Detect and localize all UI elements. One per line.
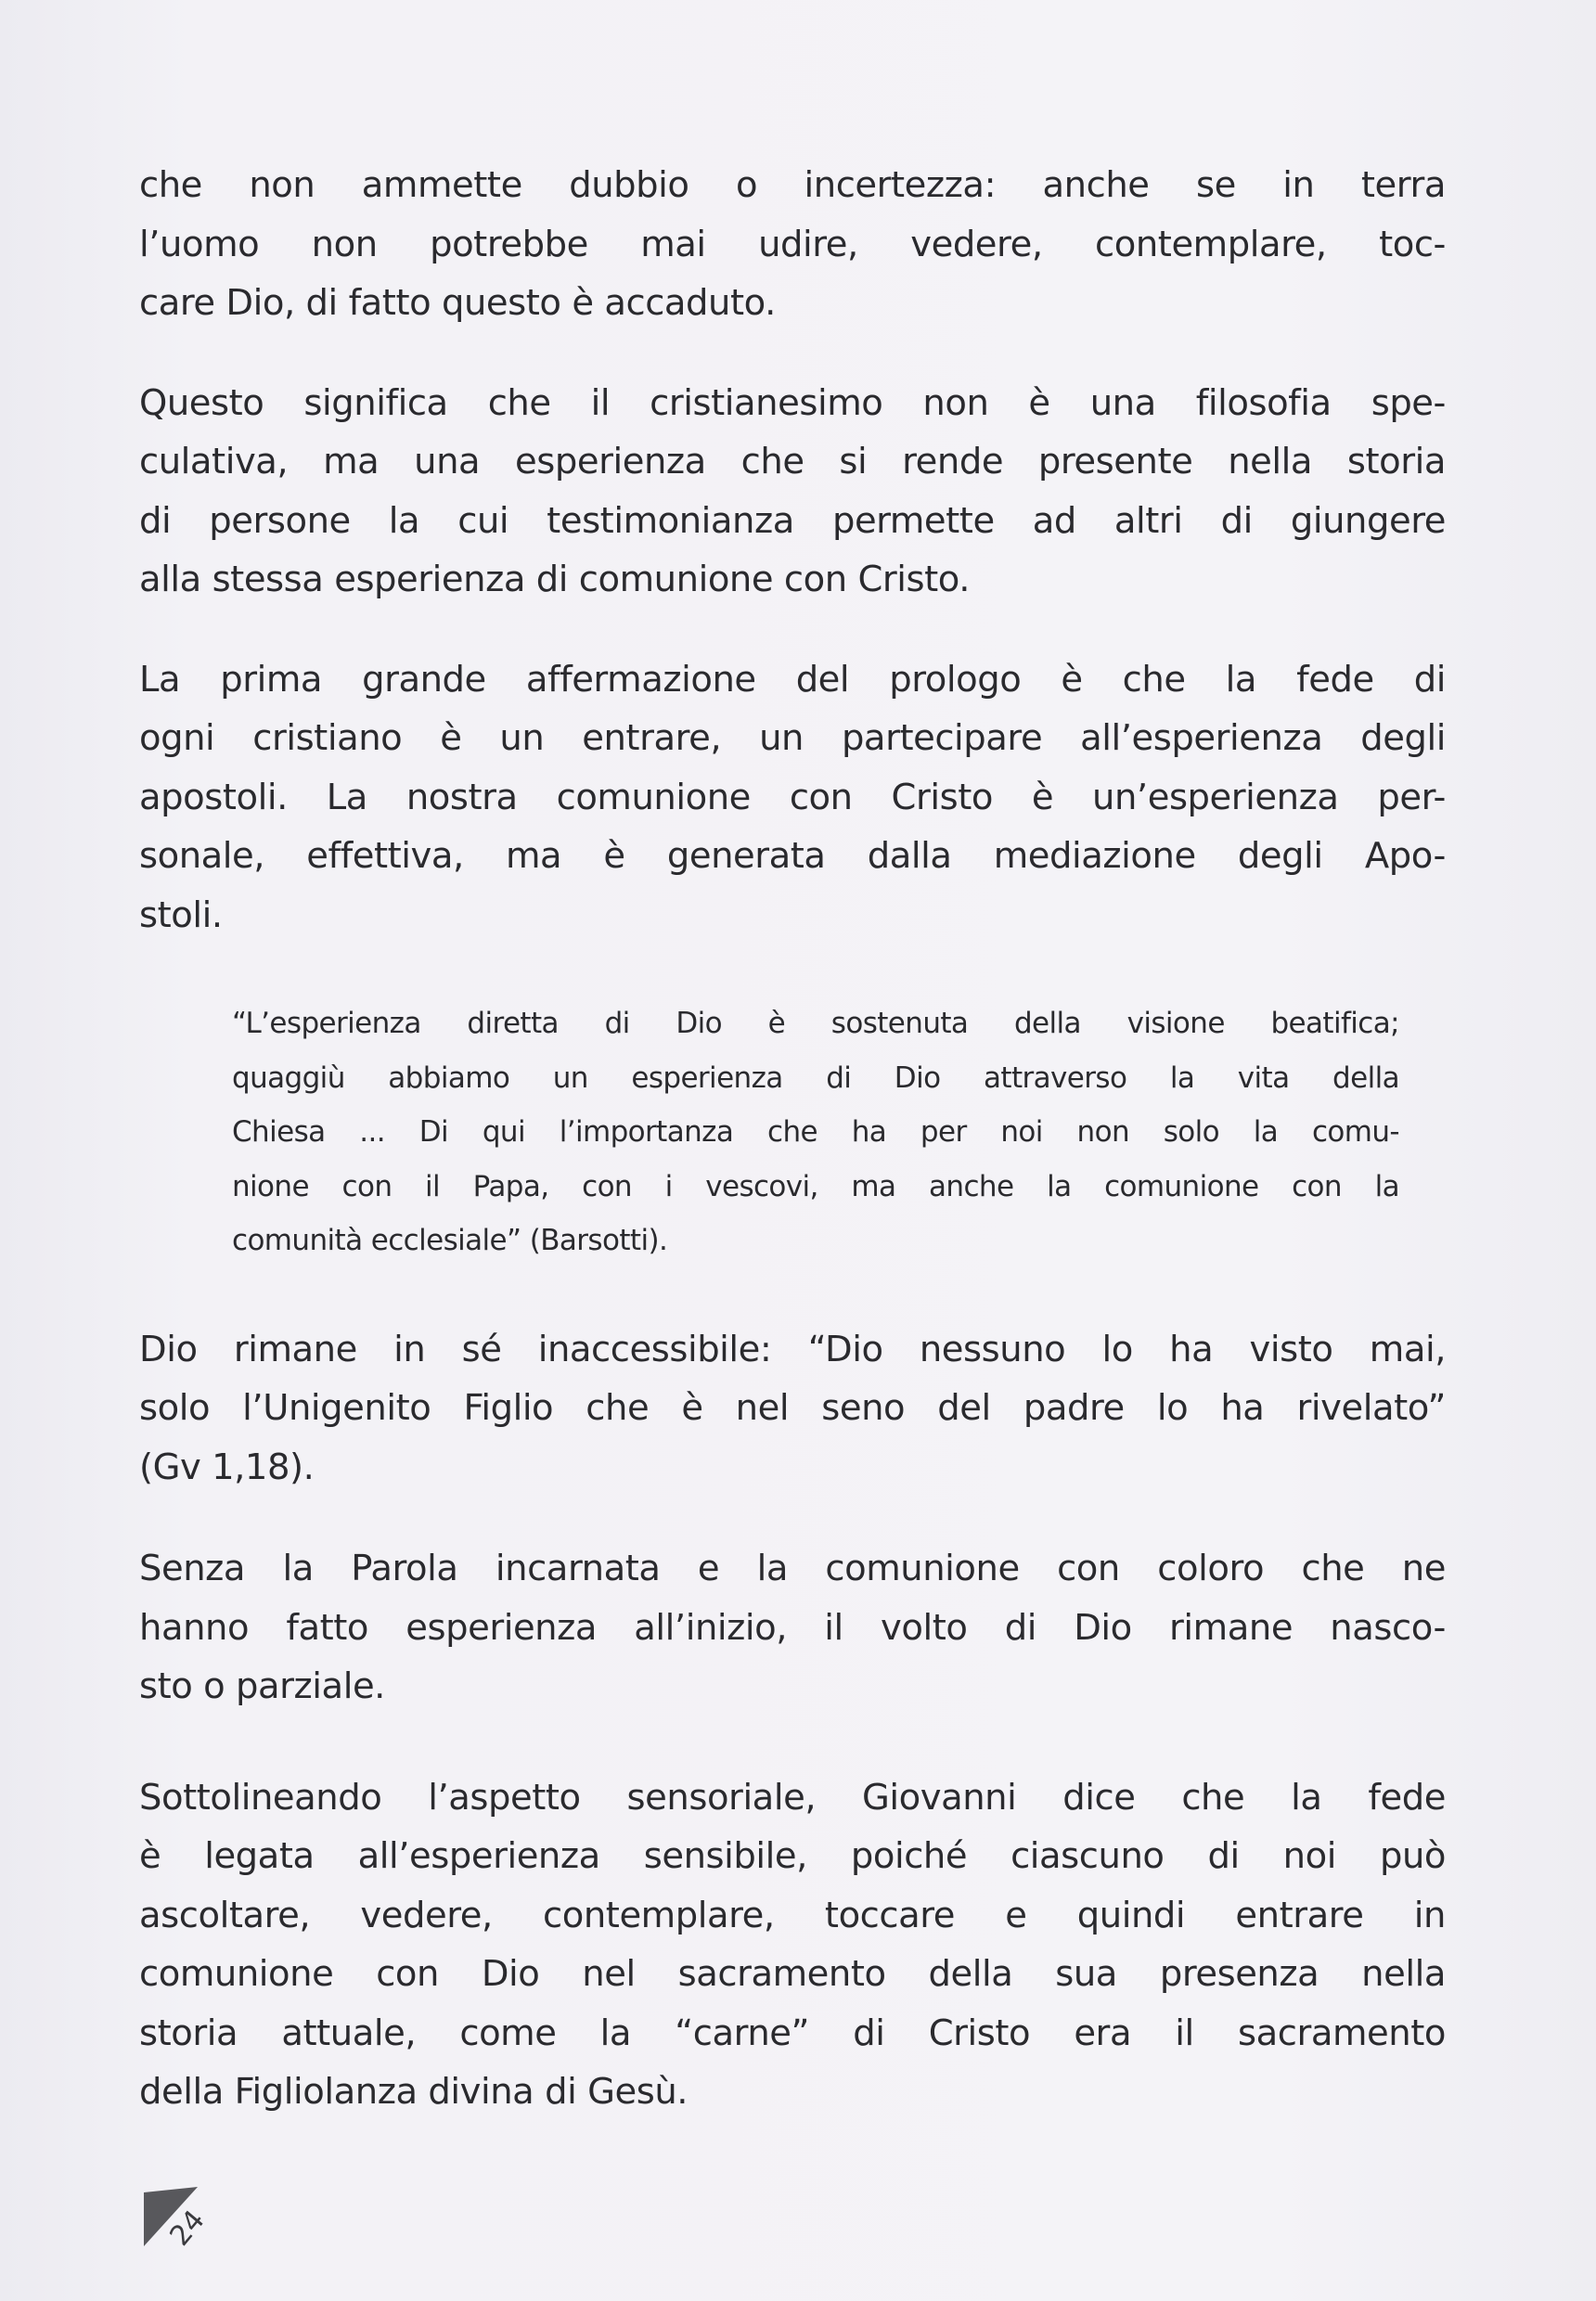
text-line: Senza la Parola incarnata e la comunione con coloro che ne	[139, 1548, 1446, 1589]
text-line: culativa, ma una esperienza che si rende presente nella storia	[139, 441, 1446, 482]
text-line: della Figliolanza divina di Gesù.	[139, 2071, 689, 2113]
text-line: ascoltare, vedere, contemplare, toccare e quindi entrare in	[139, 1894, 1446, 1936]
text-line: storia attuale, come la “carne” di Cristo era il sacramento	[139, 2012, 1446, 2054]
quote-line: nione con il Papa, con i vescovi, ma anche la comunione con la	[232, 1169, 1399, 1203]
quote-line: Chiesa ... Di qui l’importanza che ha per noi non solo la comu-	[232, 1115, 1399, 1149]
text-line: l’uomo non potrebbe mai udire, vedere, contemplare, toc-	[139, 223, 1446, 265]
text-line: Dio rimane in sé inaccessibile: “Dio nessuno lo ha visto mai,	[139, 1328, 1446, 1370]
text-line: La prima grande affermazione del prologo è che la fede di	[139, 658, 1446, 701]
text-line: sonale, effettiva, ma è generata dalla mediazione degli Apo-	[139, 835, 1446, 877]
quote-line: “L’esperienza diretta di Dio è sostenuta della visione beatifica;	[232, 1007, 1399, 1040]
text-line: Sottolineando l’aspetto sensoriale, Giovanni dice che la fede	[139, 1776, 1446, 1819]
quote-line: quaggiù abbiamo un esperienza di Dio attraverso la vita della	[232, 1061, 1399, 1095]
page-footer	[144, 2190, 246, 2264]
block-quote	[232, 996, 1399, 1268]
body-text	[139, 156, 1446, 2122]
text-line: che non ammette dubbio o incertezza: anche se in terra	[139, 164, 1446, 206]
text-line: ogni cristiano è un entrare, un partecipare all’esperienza degli	[139, 717, 1446, 759]
text-line: di persone la cui testimonianza permette ad altri di giungere	[139, 499, 1446, 542]
text-line: comunione con Dio nel sacramento della sua presenza nella	[139, 1953, 1446, 1995]
text-line: hanno fatto esperienza all’inizio, il volto di Dio rimane nasco-	[139, 1606, 1446, 1649]
text-line: Questo significa che il cristianesimo non è una filosofia spe-	[139, 381, 1446, 424]
text-line: (Gv 1,18).	[139, 1446, 315, 1488]
paragraph-5	[139, 1539, 1446, 1716]
text-line: stoli.	[139, 893, 223, 936]
page-number: 24	[163, 2204, 212, 2253]
paragraph-2	[139, 374, 1446, 610]
paragraph-4	[139, 1320, 1446, 1498]
text-line: alla stessa esperienza di comunione con Cristo.	[139, 559, 970, 600]
text-line: care Dio, di fatto questo è accaduto.	[139, 282, 776, 324]
text-line: sto o parziale.	[139, 1665, 385, 1707]
text-line: solo l’Unigenito Figlio che è nel seno del padre lo ha rivelato”	[139, 1387, 1446, 1429]
quote-line: comunità ecclesiale” (Barsotti).	[232, 1224, 668, 1257]
text-line: è legata all’esperienza sensibile, poiché ciascuno di noi può	[139, 1835, 1446, 1877]
text-line: apostoli. La nostra comunione con Cristo è un’esperienza per-	[139, 776, 1446, 818]
paragraph-6	[139, 1768, 1446, 2122]
paragraph-1	[139, 156, 1446, 333]
paragraph-3	[139, 650, 1446, 945]
